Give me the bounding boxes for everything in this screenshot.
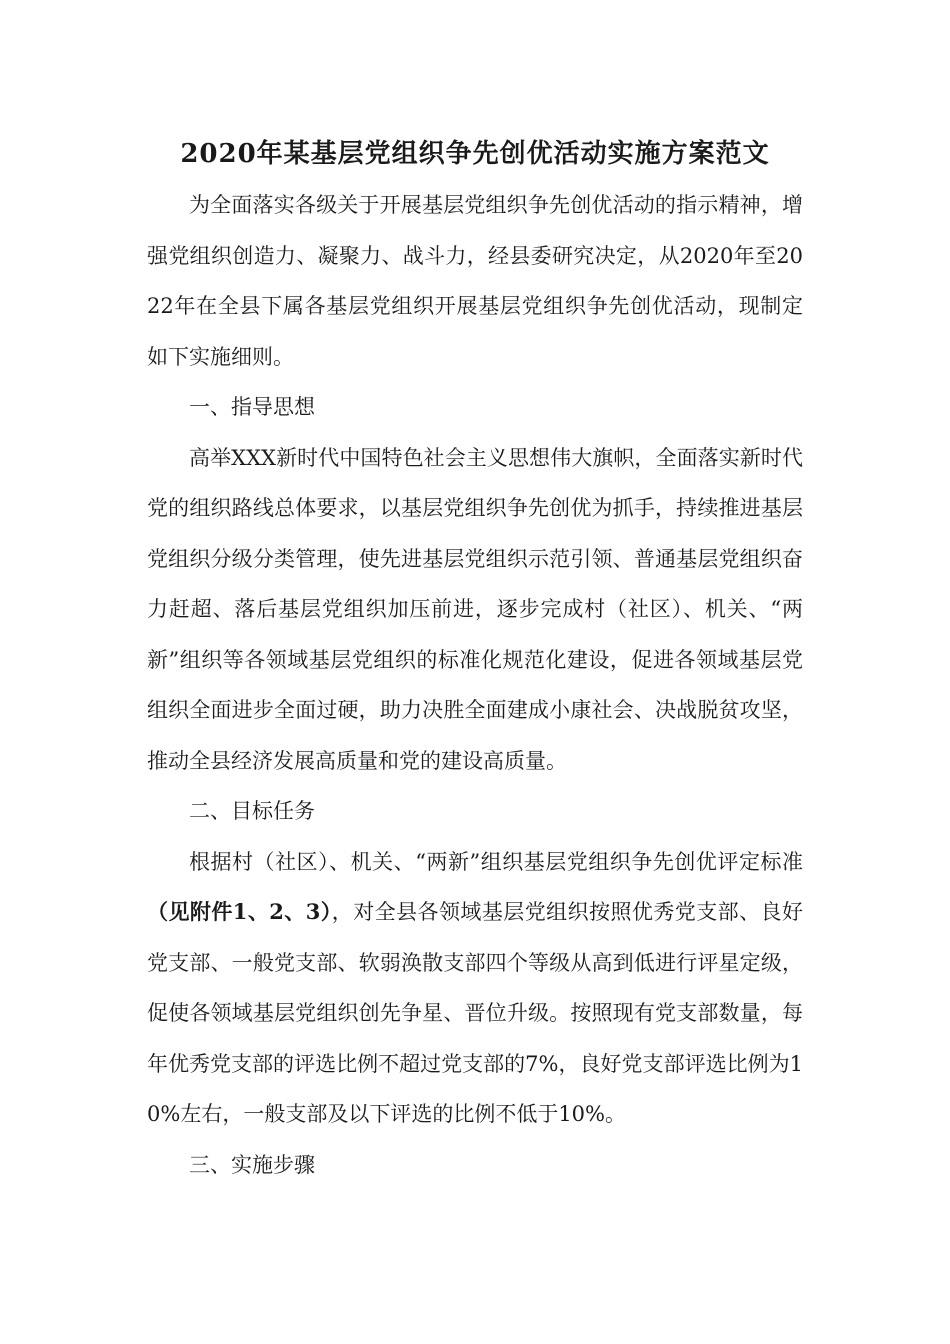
goals-text-after: ，对全县各领域基层党组织按照优秀党支部、良好党支部、一般党支部、软弱涣散支部四个等级从高到低进行评星定级，促使各领域基层党组织创先争星、晋位升级。按照现有党支部数量，每年优秀党支部的评选比例不超过党支部的7%，良好党支部评选比例为10%左右，一般支部及以下评选的比例不低于10%。 <box>147 900 803 1126</box>
attachment-reference: （见附件1、2、3） <box>147 899 332 924</box>
intro-paragraph: 为全面落实各级关于开展基层党组织争先创优活动的指示精神，增强党组织创造力、凝聚力、战斗力，经县委研究决定，从2020年至2022年在全县下属各基层党组织开展基层党组织争先创优活动，现制定如下实施细则。 <box>147 193 803 369</box>
section-heading-implementation-steps: 三、实施步骤 <box>189 1152 315 1177</box>
document-page <box>147 128 803 1190</box>
section-heading-guiding-ideology: 一、指导思想 <box>189 395 315 419</box>
guiding-ideology-paragraph: 高举XXX新时代中国特色社会主义思想伟大旗帜，全面落实新时代党的组织路线总体要求，以基层党组织争先创优为抓手，持续推进基层党组织分级分类管理，使先进基层党组织示范引领、普通基层党组织奋力赶超、落后基层党组织加压前进，逐步完成村（社区）、机关、“两新”组织等各领域基层党组织的标准化规范化建设，促进各领域基层党组织全面进步全面过硬，助力决胜全面建成小康社会、决战脱贫攻坚，推动全县经济发展高质量和党的建设高质量。 <box>147 445 803 773</box>
goals-tasks-paragraph <box>147 837 803 1140</box>
goals-text-before: 根据村（社区）、机关、“两新”组织基层党组织争先创优评定标准 <box>189 849 803 874</box>
section-heading-goals-tasks: 二、目标任务 <box>189 799 315 823</box>
document-title: 2020年某基层党组织争先创优活动实施方案范文 <box>180 139 770 169</box>
